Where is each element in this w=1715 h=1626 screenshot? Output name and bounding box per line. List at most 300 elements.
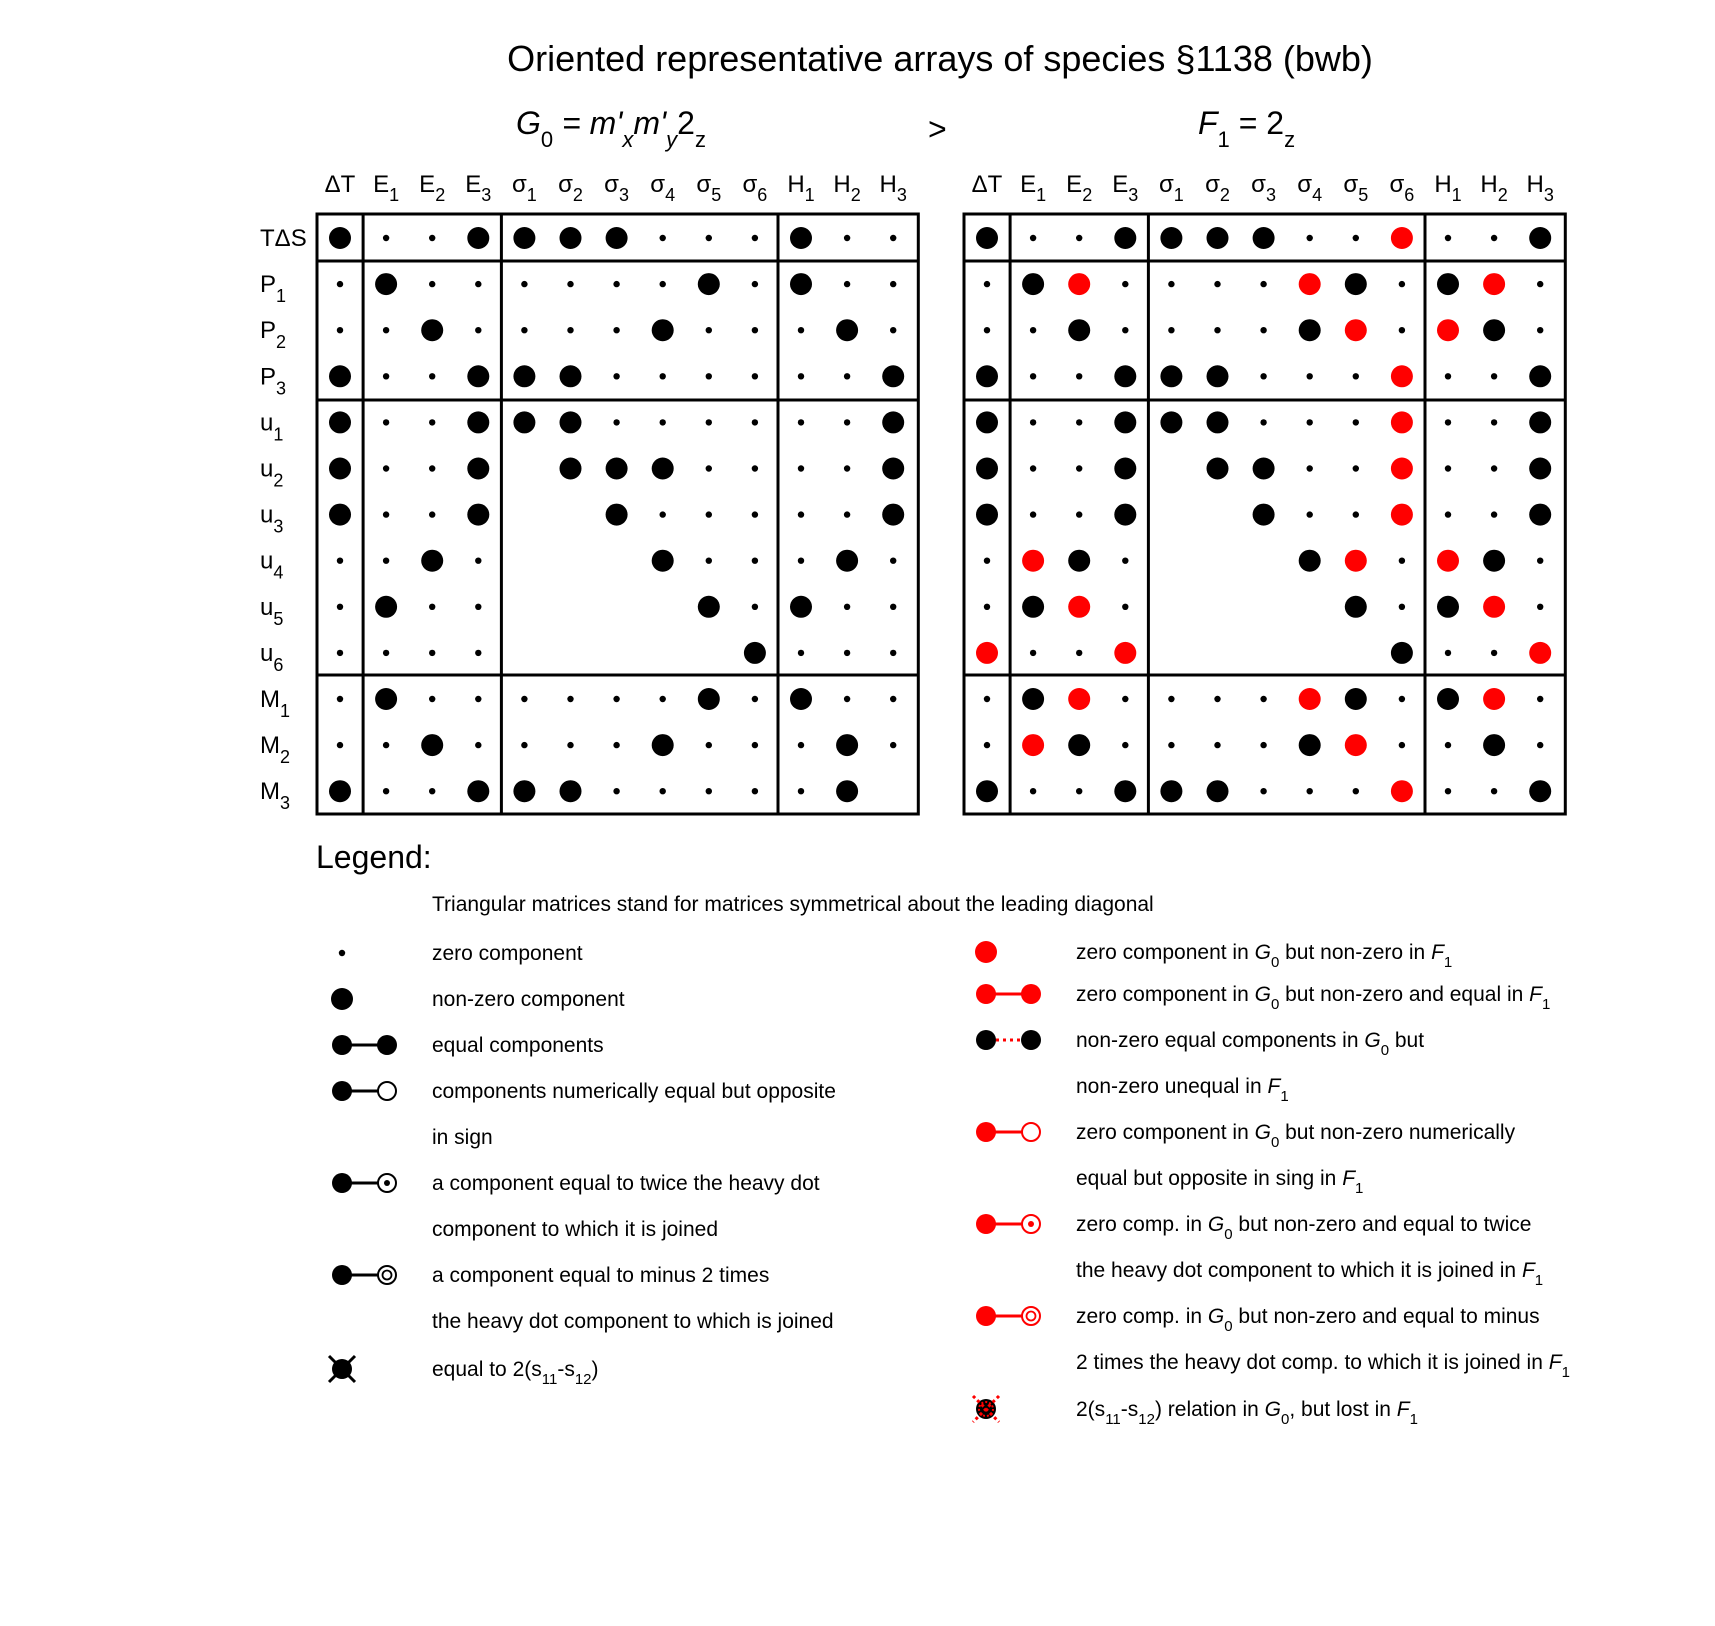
f1-nonzero-dot <box>1253 227 1275 249</box>
f1-nonzero-dot <box>1114 227 1136 249</box>
g0-col-header: $H_3$ <box>879 171 907 205</box>
f1-zero-dot <box>1122 327 1128 333</box>
legend-label: zero component in $G_0$ but non-zero and equal in $F_1$ <box>1076 983 1551 1013</box>
g0-nonzero-dot <box>560 458 582 480</box>
f1-zero-dot <box>984 558 990 564</box>
g0-zero-dot <box>521 696 527 702</box>
row-header: $u_5$ <box>260 593 284 629</box>
f1-zero-dot <box>1076 235 1082 241</box>
f1-nonzero-dot <box>1529 227 1551 249</box>
f1-zero-dot <box>1122 604 1128 610</box>
s11-s12-icon <box>973 1396 999 1422</box>
g0-nonzero-dot <box>882 365 904 387</box>
f1-zero-dot <box>1260 742 1266 748</box>
zero-dot-icon <box>339 950 345 956</box>
f1-nonzero-dot <box>1022 273 1044 295</box>
g0-zero-dot <box>613 742 619 748</box>
g0-zero-dot <box>383 511 389 517</box>
g0-zero-dot <box>706 742 712 748</box>
opposite-connector-icon <box>332 1081 396 1101</box>
f1-nonzero-dot <box>1253 458 1275 480</box>
legend-right-column <box>973 941 1570 1428</box>
g0-nonzero-dot <box>513 411 535 433</box>
f1-zero-dot <box>1030 650 1036 656</box>
f1-zero-dot <box>1030 327 1036 333</box>
g0-col-header: $\sigma_4$ <box>650 171 676 205</box>
g0-nonzero-dot <box>560 780 582 802</box>
g0-zero-dot <box>706 419 712 425</box>
g0-nonzero-dot <box>836 780 858 802</box>
g0-zero-dot <box>660 373 666 379</box>
g0-zero-dot <box>429 465 435 471</box>
legend-label: zero comp. in $G_0$ but non-zero and equal to minus <box>1076 1305 1540 1335</box>
g0-zero-dot <box>429 511 435 517</box>
f1-zero-dot <box>1491 465 1497 471</box>
f1-nonzero-dot <box>1160 365 1182 387</box>
g0-col-header: $H_2$ <box>833 171 861 205</box>
g0-zero-dot <box>429 788 435 794</box>
f1-zero-dot <box>1537 604 1543 610</box>
black-dotted-connector-icon <box>976 1030 1041 1050</box>
f1-nonzero-dot <box>976 365 998 387</box>
g0-zero-dot <box>429 419 435 425</box>
column-headers-f1 <box>972 171 1554 205</box>
g0-col-header: $\sigma_5$ <box>696 171 722 205</box>
f1-nonzero-dot <box>1437 596 1459 618</box>
g0-col-header: $\sigma_1$ <box>511 171 537 205</box>
g0-zero-dot <box>567 327 573 333</box>
f1-zero-dot <box>1307 373 1313 379</box>
g0-nonzero-dot <box>560 411 582 433</box>
f1-nonzero-dot <box>1068 319 1090 341</box>
legend-label: zero component in $G_0$ but non-zero numerically <box>1076 1121 1516 1151</box>
g0-zero-dot <box>337 281 343 287</box>
f1-nonzero-dot <box>976 780 998 802</box>
f1-zero-dot <box>1168 327 1174 333</box>
g0-zero-dot <box>798 419 804 425</box>
f1-nonzero-dot <box>1391 642 1413 664</box>
f1-nonzero-dot <box>1114 411 1136 433</box>
g0-zero-dot <box>844 373 850 379</box>
g0-zero-dot <box>706 788 712 794</box>
legend-left-column <box>329 942 836 1388</box>
g0-zero-dot <box>844 650 850 656</box>
legend-label: zero component in $G_0$ but non-zero in $F_1$ <box>1076 941 1453 971</box>
g0-zero-dot <box>752 373 758 379</box>
f1-col-header: $H_2$ <box>1480 171 1508 205</box>
f1-zero-dot <box>1307 788 1313 794</box>
g0-zero-dot <box>429 281 435 287</box>
f1-red-dot <box>1391 780 1413 802</box>
f1-nonzero-dot <box>1483 550 1505 572</box>
row-header: $P_1$ <box>260 271 287 307</box>
g0-zero-dot <box>660 281 666 287</box>
f1-zero-dot <box>1260 327 1266 333</box>
g0-nonzero-dot <box>836 550 858 572</box>
f1-red-dot <box>1345 734 1367 756</box>
g0-zero-dot <box>890 650 896 656</box>
g0-zero-dot <box>567 742 573 748</box>
f1-zero-dot <box>1307 465 1313 471</box>
f1-zero-dot <box>1076 419 1082 425</box>
legend-label: equal components <box>432 1034 604 1057</box>
f1-nonzero-dot <box>1207 780 1229 802</box>
f1-col-header: $E_1$ <box>1020 171 1047 205</box>
legend-label: $2(s_{11}-s_{12})$ relation in $G_0$, but lost in $F_1$ <box>1076 1398 1418 1428</box>
g0-zero-dot <box>752 465 758 471</box>
g0-nonzero-dot <box>836 319 858 341</box>
f1-zero-dot <box>1260 281 1266 287</box>
g0-nonzero-dot <box>698 273 720 295</box>
g0-nonzero-dot <box>329 411 351 433</box>
f1-zero-dot <box>1030 235 1036 241</box>
f1-nonzero-dot <box>1160 227 1182 249</box>
f1-nonzero-dot <box>1207 458 1229 480</box>
g0-col-header: $\sigma_3$ <box>604 171 630 205</box>
g0-zero-dot <box>660 511 666 517</box>
row-header: $M_2$ <box>260 732 291 768</box>
legend-label: 2 times the heavy dot comp. to which it is joined in $F_1$ <box>1076 1351 1570 1381</box>
f1-zero-dot <box>1353 465 1359 471</box>
g0-nonzero-dot <box>560 365 582 387</box>
g0-zero-dot <box>337 558 343 564</box>
g0-col-header: $\sigma_6$ <box>742 171 768 205</box>
equal-connector-icon <box>332 1035 397 1055</box>
g0-nonzero-dot <box>329 365 351 387</box>
g0-nonzero-dot <box>467 227 489 249</box>
row-header: $u_4$ <box>260 547 284 583</box>
f1-red-dot <box>1391 227 1413 249</box>
g0-zero-dot <box>844 465 850 471</box>
g0-zero-dot <box>844 419 850 425</box>
f1-col-header: ΔT <box>971 171 1003 198</box>
g0-zero-dot <box>429 604 435 610</box>
f1-zero-dot <box>984 604 990 610</box>
f1-zero-dot <box>1030 788 1036 794</box>
g0-zero-dot <box>660 235 666 241</box>
g0-nonzero-dot <box>513 365 535 387</box>
g0-zero-dot <box>567 281 573 287</box>
f1-zero-dot <box>1353 373 1359 379</box>
g0-nonzero-dot <box>329 227 351 249</box>
row-header: $P_2$ <box>260 317 287 353</box>
legend-label: a component equal to twice the heavy dot <box>432 1172 820 1195</box>
legend-label: components numerically equal but opposite <box>432 1080 836 1103</box>
red-opposite-connector-icon <box>976 1122 1040 1142</box>
g0-zero-dot <box>383 419 389 425</box>
g0-zero-dot <box>475 696 481 702</box>
f1-col-header: $E_2$ <box>1066 171 1093 205</box>
f1-nonzero-dot <box>1114 780 1136 802</box>
g0-zero-dot <box>613 788 619 794</box>
g0-zero-dot <box>752 742 758 748</box>
g0-zero-dot <box>660 696 666 702</box>
f1-nonzero-dot <box>976 504 998 526</box>
f1-zero-dot <box>1353 419 1359 425</box>
g0-zero-dot <box>383 373 389 379</box>
g0-zero-dot <box>337 696 343 702</box>
legend-label: a component equal to minus 2 times <box>432 1264 770 1287</box>
f1-red-dot <box>1345 319 1367 341</box>
g0-zero-dot <box>844 511 850 517</box>
g0-zero-dot <box>567 696 573 702</box>
f1-zero-dot <box>1307 511 1313 517</box>
g0-zero-dot <box>890 558 896 564</box>
g0-zero-dot <box>613 696 619 702</box>
twice-connector-icon <box>332 1173 396 1193</box>
matrix-g0 <box>317 214 918 814</box>
f1-col-header: $\sigma_2$ <box>1205 171 1230 205</box>
f1-nonzero-dot <box>1114 365 1136 387</box>
f1-nonzero-dot <box>1299 734 1321 756</box>
g0-zero-dot <box>337 327 343 333</box>
g0-nonzero-dot <box>467 411 489 433</box>
g0-zero-dot <box>798 465 804 471</box>
g0-zero-dot <box>429 650 435 656</box>
g0-zero-dot <box>383 465 389 471</box>
g0-zero-dot <box>706 373 712 379</box>
legend-label: in sign <box>432 1126 493 1149</box>
f1-zero-dot <box>984 327 990 333</box>
f1-zero-dot <box>1491 650 1497 656</box>
matrix-f1 <box>964 214 1565 814</box>
f1-red-dot <box>1068 273 1090 295</box>
g0-zero-dot <box>798 327 804 333</box>
g0-zero-dot <box>890 235 896 241</box>
f1-zero-dot <box>1537 281 1543 287</box>
g0-zero-dot <box>890 742 896 748</box>
f1-zero-dot <box>1076 511 1082 517</box>
g0-nonzero-dot <box>513 227 535 249</box>
g0-zero-dot <box>752 419 758 425</box>
g0-zero-dot <box>798 558 804 564</box>
g0-zero-dot <box>613 327 619 333</box>
g0-nonzero-dot <box>421 550 443 572</box>
f1-nonzero-dot <box>1529 780 1551 802</box>
g0-nonzero-dot <box>606 504 628 526</box>
f1-zero-dot <box>1030 465 1036 471</box>
g0-zero-dot <box>475 604 481 610</box>
f1-zero-dot <box>1122 696 1128 702</box>
legend-label: non-zero component <box>432 988 625 1011</box>
g0-zero-dot <box>613 281 619 287</box>
f1-red-dot <box>1437 319 1459 341</box>
f1-zero-dot <box>1445 788 1451 794</box>
left-group-heading: $G_0 = m'_xm'_y2_z$ <box>516 105 706 152</box>
g0-zero-dot <box>752 604 758 610</box>
f1-col-header: $\sigma_6$ <box>1389 171 1415 205</box>
f1-zero-dot <box>1030 419 1036 425</box>
g0-nonzero-dot <box>790 227 812 249</box>
g0-nonzero-dot <box>375 688 397 710</box>
g0-zero-dot <box>706 235 712 241</box>
f1-zero-dot <box>1491 788 1497 794</box>
legend-label: equal to $2(s_{11}-s_{12})$ <box>432 1358 599 1388</box>
f1-zero-dot <box>1076 465 1082 471</box>
row-headers <box>260 225 307 813</box>
f1-nonzero-dot <box>1114 458 1136 480</box>
f1-zero-dot <box>1214 696 1220 702</box>
column-headers-g0 <box>325 171 907 205</box>
f1-nonzero-dot <box>1068 550 1090 572</box>
g0-col-header: $H_1$ <box>787 171 815 205</box>
f1-nonzero-dot <box>1299 319 1321 341</box>
g0-nonzero-dot <box>790 688 812 710</box>
g0-zero-dot <box>383 235 389 241</box>
f1-zero-dot <box>1353 511 1359 517</box>
f1-zero-dot <box>1537 327 1543 333</box>
g0-zero-dot <box>844 281 850 287</box>
g0-col-header: $E_2$ <box>419 171 446 205</box>
f1-zero-dot <box>1307 235 1313 241</box>
g0-zero-dot <box>752 788 758 794</box>
g0-nonzero-dot <box>882 411 904 433</box>
g0-zero-dot <box>844 604 850 610</box>
f1-zero-dot <box>1260 788 1266 794</box>
g0-zero-dot <box>798 788 804 794</box>
f1-zero-dot <box>1307 419 1313 425</box>
f1-red-dot <box>1345 550 1367 572</box>
g0-zero-dot <box>383 650 389 656</box>
g0-col-header: $\sigma_2$ <box>558 171 583 205</box>
g0-nonzero-dot <box>882 458 904 480</box>
red-equal-connector-icon <box>976 984 1041 1004</box>
f1-nonzero-dot <box>1529 504 1551 526</box>
g0-col-header: $E_3$ <box>465 171 492 205</box>
row-header: $u_3$ <box>260 501 284 537</box>
row-header: $M_3$ <box>260 778 291 814</box>
f1-zero-dot <box>984 696 990 702</box>
g0-zero-dot <box>337 604 343 610</box>
f1-red-dot <box>1391 504 1413 526</box>
legend-label: equal but opposite in sing in $F_1$ <box>1076 1167 1364 1197</box>
g0-zero-dot <box>383 327 389 333</box>
legend-label: non-zero equal components in $G_0$ but <box>1076 1029 1425 1059</box>
f1-nonzero-dot <box>1437 688 1459 710</box>
g0-nonzero-dot <box>652 550 674 572</box>
f1-nonzero-dot <box>1160 411 1182 433</box>
g0-zero-dot <box>660 788 666 794</box>
g0-zero-dot <box>613 419 619 425</box>
g0-zero-dot <box>752 696 758 702</box>
f1-nonzero-dot <box>976 227 998 249</box>
f1-zero-dot <box>1445 465 1451 471</box>
f1-red-dot <box>1529 642 1551 664</box>
f1-zero-dot <box>1537 696 1543 702</box>
legend <box>316 839 1570 1428</box>
f1-zero-dot <box>1399 558 1405 564</box>
f1-zero-dot <box>1537 558 1543 564</box>
legend-heading: Legend: <box>316 839 432 875</box>
f1-zero-dot <box>1445 650 1451 656</box>
f1-col-header: $H_1$ <box>1434 171 1462 205</box>
g0-nonzero-dot <box>329 780 351 802</box>
red-dot-icon <box>975 941 997 963</box>
f1-nonzero-dot <box>1529 411 1551 433</box>
f1-red-dot <box>1483 688 1505 710</box>
f1-zero-dot <box>1445 373 1451 379</box>
f1-zero-dot <box>1030 373 1036 379</box>
g0-zero-dot <box>521 281 527 287</box>
g0-nonzero-dot <box>329 504 351 526</box>
g0-zero-dot <box>475 650 481 656</box>
f1-red-dot <box>1391 411 1413 433</box>
g0-zero-dot <box>660 419 666 425</box>
legend-label: zero component <box>432 942 583 965</box>
f1-zero-dot <box>1399 327 1405 333</box>
g0-nonzero-dot <box>836 734 858 756</box>
f1-col-header: $\sigma_5$ <box>1343 171 1369 205</box>
f1-col-header: $\sigma_4$ <box>1297 171 1323 205</box>
f1-nonzero-dot <box>1022 688 1044 710</box>
f1-zero-dot <box>984 742 990 748</box>
red-twice-connector-icon <box>976 1214 1040 1234</box>
f1-red-dot <box>1114 642 1136 664</box>
f1-red-dot <box>1068 688 1090 710</box>
g0-zero-dot <box>475 327 481 333</box>
f1-zero-dot <box>1445 742 1451 748</box>
f1-zero-dot <box>1399 604 1405 610</box>
f1-zero-dot <box>1076 788 1082 794</box>
f1-red-dot <box>1299 273 1321 295</box>
g0-zero-dot <box>521 742 527 748</box>
f1-zero-dot <box>1030 511 1036 517</box>
f1-nonzero-dot <box>1483 734 1505 756</box>
g0-zero-dot <box>798 742 804 748</box>
g0-nonzero-dot <box>467 365 489 387</box>
g0-zero-dot <box>521 327 527 333</box>
f1-nonzero-dot <box>976 458 998 480</box>
f1-col-header: $\sigma_3$ <box>1251 171 1277 205</box>
diagram-title: Oriented representative arrays of species §1138 (bwb) <box>507 38 1373 79</box>
row-header: $u_1$ <box>260 409 284 445</box>
f1-col-header: $\sigma_1$ <box>1158 171 1184 205</box>
g0-zero-dot <box>475 558 481 564</box>
g0-zero-dot <box>752 511 758 517</box>
f1-red-dot <box>1437 550 1459 572</box>
g0-zero-dot <box>429 373 435 379</box>
legend-label: the heavy dot component to which it is joined in $F_1$ <box>1076 1259 1544 1289</box>
f1-zero-dot <box>1076 373 1082 379</box>
f1-red-dot <box>1483 273 1505 295</box>
g0-nonzero-dot <box>467 780 489 802</box>
f1-red-dot <box>1068 596 1090 618</box>
g0-zero-dot <box>798 650 804 656</box>
g0-zero-dot <box>613 373 619 379</box>
row-header: $P_3$ <box>260 363 287 399</box>
f1-zero-dot <box>1168 281 1174 287</box>
f1-nonzero-dot <box>1299 550 1321 572</box>
f1-zero-dot <box>1214 327 1220 333</box>
g0-zero-dot <box>752 327 758 333</box>
f1-nonzero-dot <box>1253 504 1275 526</box>
f1-red-dot <box>1022 734 1044 756</box>
f1-red-dot <box>976 642 998 664</box>
g0-zero-dot <box>475 742 481 748</box>
f1-zero-dot <box>1399 281 1405 287</box>
f1-red-dot <box>1022 550 1044 572</box>
g0-zero-dot <box>337 742 343 748</box>
g0-nonzero-dot <box>375 273 397 295</box>
black-dot-icon <box>331 988 353 1010</box>
f1-nonzero-dot <box>1022 596 1044 618</box>
f1-zero-dot <box>1260 373 1266 379</box>
g0-col-header: $E_1$ <box>373 171 400 205</box>
g0-nonzero-dot <box>698 596 720 618</box>
f1-zero-dot <box>1122 742 1128 748</box>
f1-nonzero-dot <box>1529 458 1551 480</box>
g0-nonzero-dot <box>329 458 351 480</box>
